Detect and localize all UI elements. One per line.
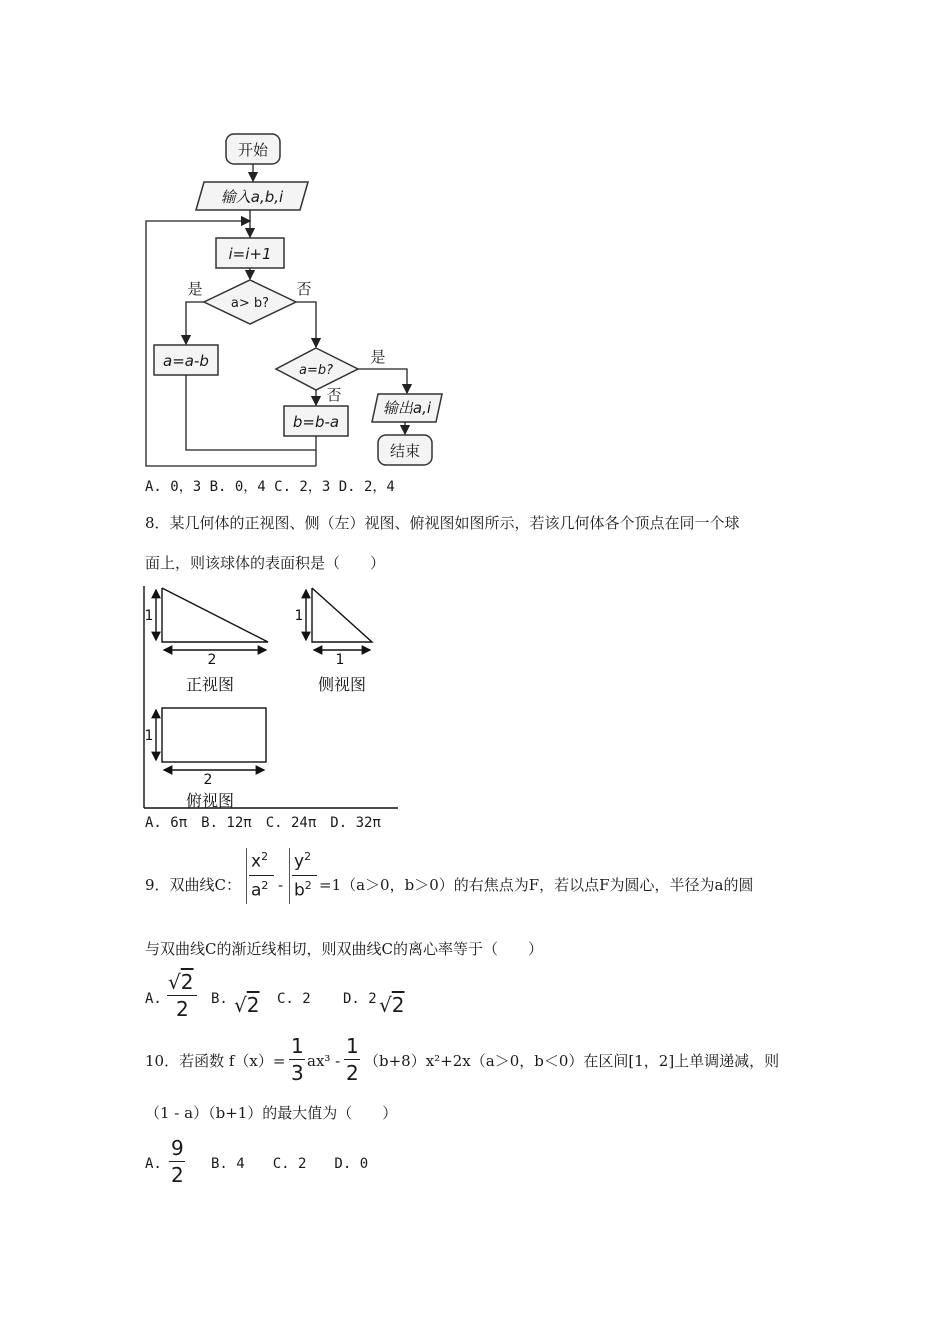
q9-optD-sqrt: √2	[379, 993, 405, 1017]
q9-minus: -	[278, 876, 284, 894]
front-view-label: 正视图	[185, 675, 235, 694]
q9-frac-y: $y^2$ $b^2$	[289, 848, 318, 904]
svg-text:1: 1	[294, 608, 304, 624]
q10-frac1: 1 3	[291, 1034, 304, 1085]
increment-label: i=i+1	[228, 245, 272, 263]
yes2-label: 是	[370, 348, 386, 366]
q9-suffix: =1（a＞0，b＞0）的右焦点为F，若以点F为圆心，半径为a的圆	[319, 876, 754, 894]
svg-text:1: 1	[335, 652, 345, 668]
front-view-shape	[162, 588, 268, 642]
yes1-label: 是	[187, 280, 203, 298]
q10-optA: A.	[145, 1156, 162, 1172]
q10-line2: （1 - a）（b+1）的最大值为（ ）	[145, 1104, 398, 1122]
top-view-shape	[162, 708, 266, 762]
svg-text:1: 1	[144, 728, 154, 744]
cond2-label: a=b?	[298, 363, 334, 378]
q9-optA: A.	[145, 991, 162, 1007]
input-label: 输入a,b,i	[220, 188, 284, 206]
q9-optD: D. 2	[343, 991, 377, 1007]
assign-b-label: b=b-a	[292, 413, 340, 431]
q10-prefix: 10．若函数 f（x）=	[145, 1052, 286, 1070]
q10-mid: ax³ -	[307, 1052, 341, 1070]
q9-optB: B.	[211, 991, 228, 1007]
end-label: 结束	[389, 442, 421, 460]
q7-options: A. 0，3 B. 0，4 C. 2，3 D. 2，4	[145, 479, 395, 495]
svg-text:1: 1	[144, 608, 154, 624]
start-label: 开始	[237, 141, 269, 159]
side-view-shape	[312, 588, 372, 642]
q8-line2: 面上，则该球体的表面积是（ ）	[145, 554, 386, 572]
q10-frac2: 1 2	[346, 1034, 359, 1085]
three-views-figure	[140, 584, 402, 810]
top-view-label: 俯视图	[185, 791, 235, 810]
cond1-label: a> b?	[230, 296, 270, 311]
assign-a-label: a=a-b	[163, 352, 209, 370]
side-view-label: 侧视图	[317, 675, 367, 694]
q10-options-rest: B. 4 C. 2 D. 0	[211, 1156, 369, 1172]
q9-prefix: 9．双曲线C：	[145, 876, 242, 894]
flowchart	[140, 130, 450, 475]
q10-optA-frac: 9 2	[171, 1136, 184, 1187]
svg-text:2: 2	[203, 772, 213, 788]
svg-text:2: 2	[207, 652, 217, 668]
q9-optB-sqrt: √2	[234, 993, 260, 1017]
q9-frac-x: $x^2$ $a^2$	[246, 848, 275, 904]
q9-optA-frac: √2 2	[166, 970, 200, 1022]
no1-label: 否	[296, 280, 312, 298]
q9-line2: 与双曲线C的渐近线相切，则双曲线C的离心率等于（ ）	[145, 940, 543, 958]
output-label: 输出a,i	[382, 399, 432, 417]
q8-line1: 8．某几何体的正视图、侧（左）视图、俯视图如图所示，若该几何体各个顶点在同一个球	[145, 514, 740, 532]
q8-options: A. 6π B. 12π C. 24π D. 32π	[145, 815, 381, 831]
q10-suffix: （b+8）x²+2x（a＞0，b＜0）在区间[1，2]上单调递减，则	[364, 1052, 780, 1070]
q9-optC: C. 2	[277, 991, 311, 1007]
no2-label: 否	[326, 386, 342, 404]
